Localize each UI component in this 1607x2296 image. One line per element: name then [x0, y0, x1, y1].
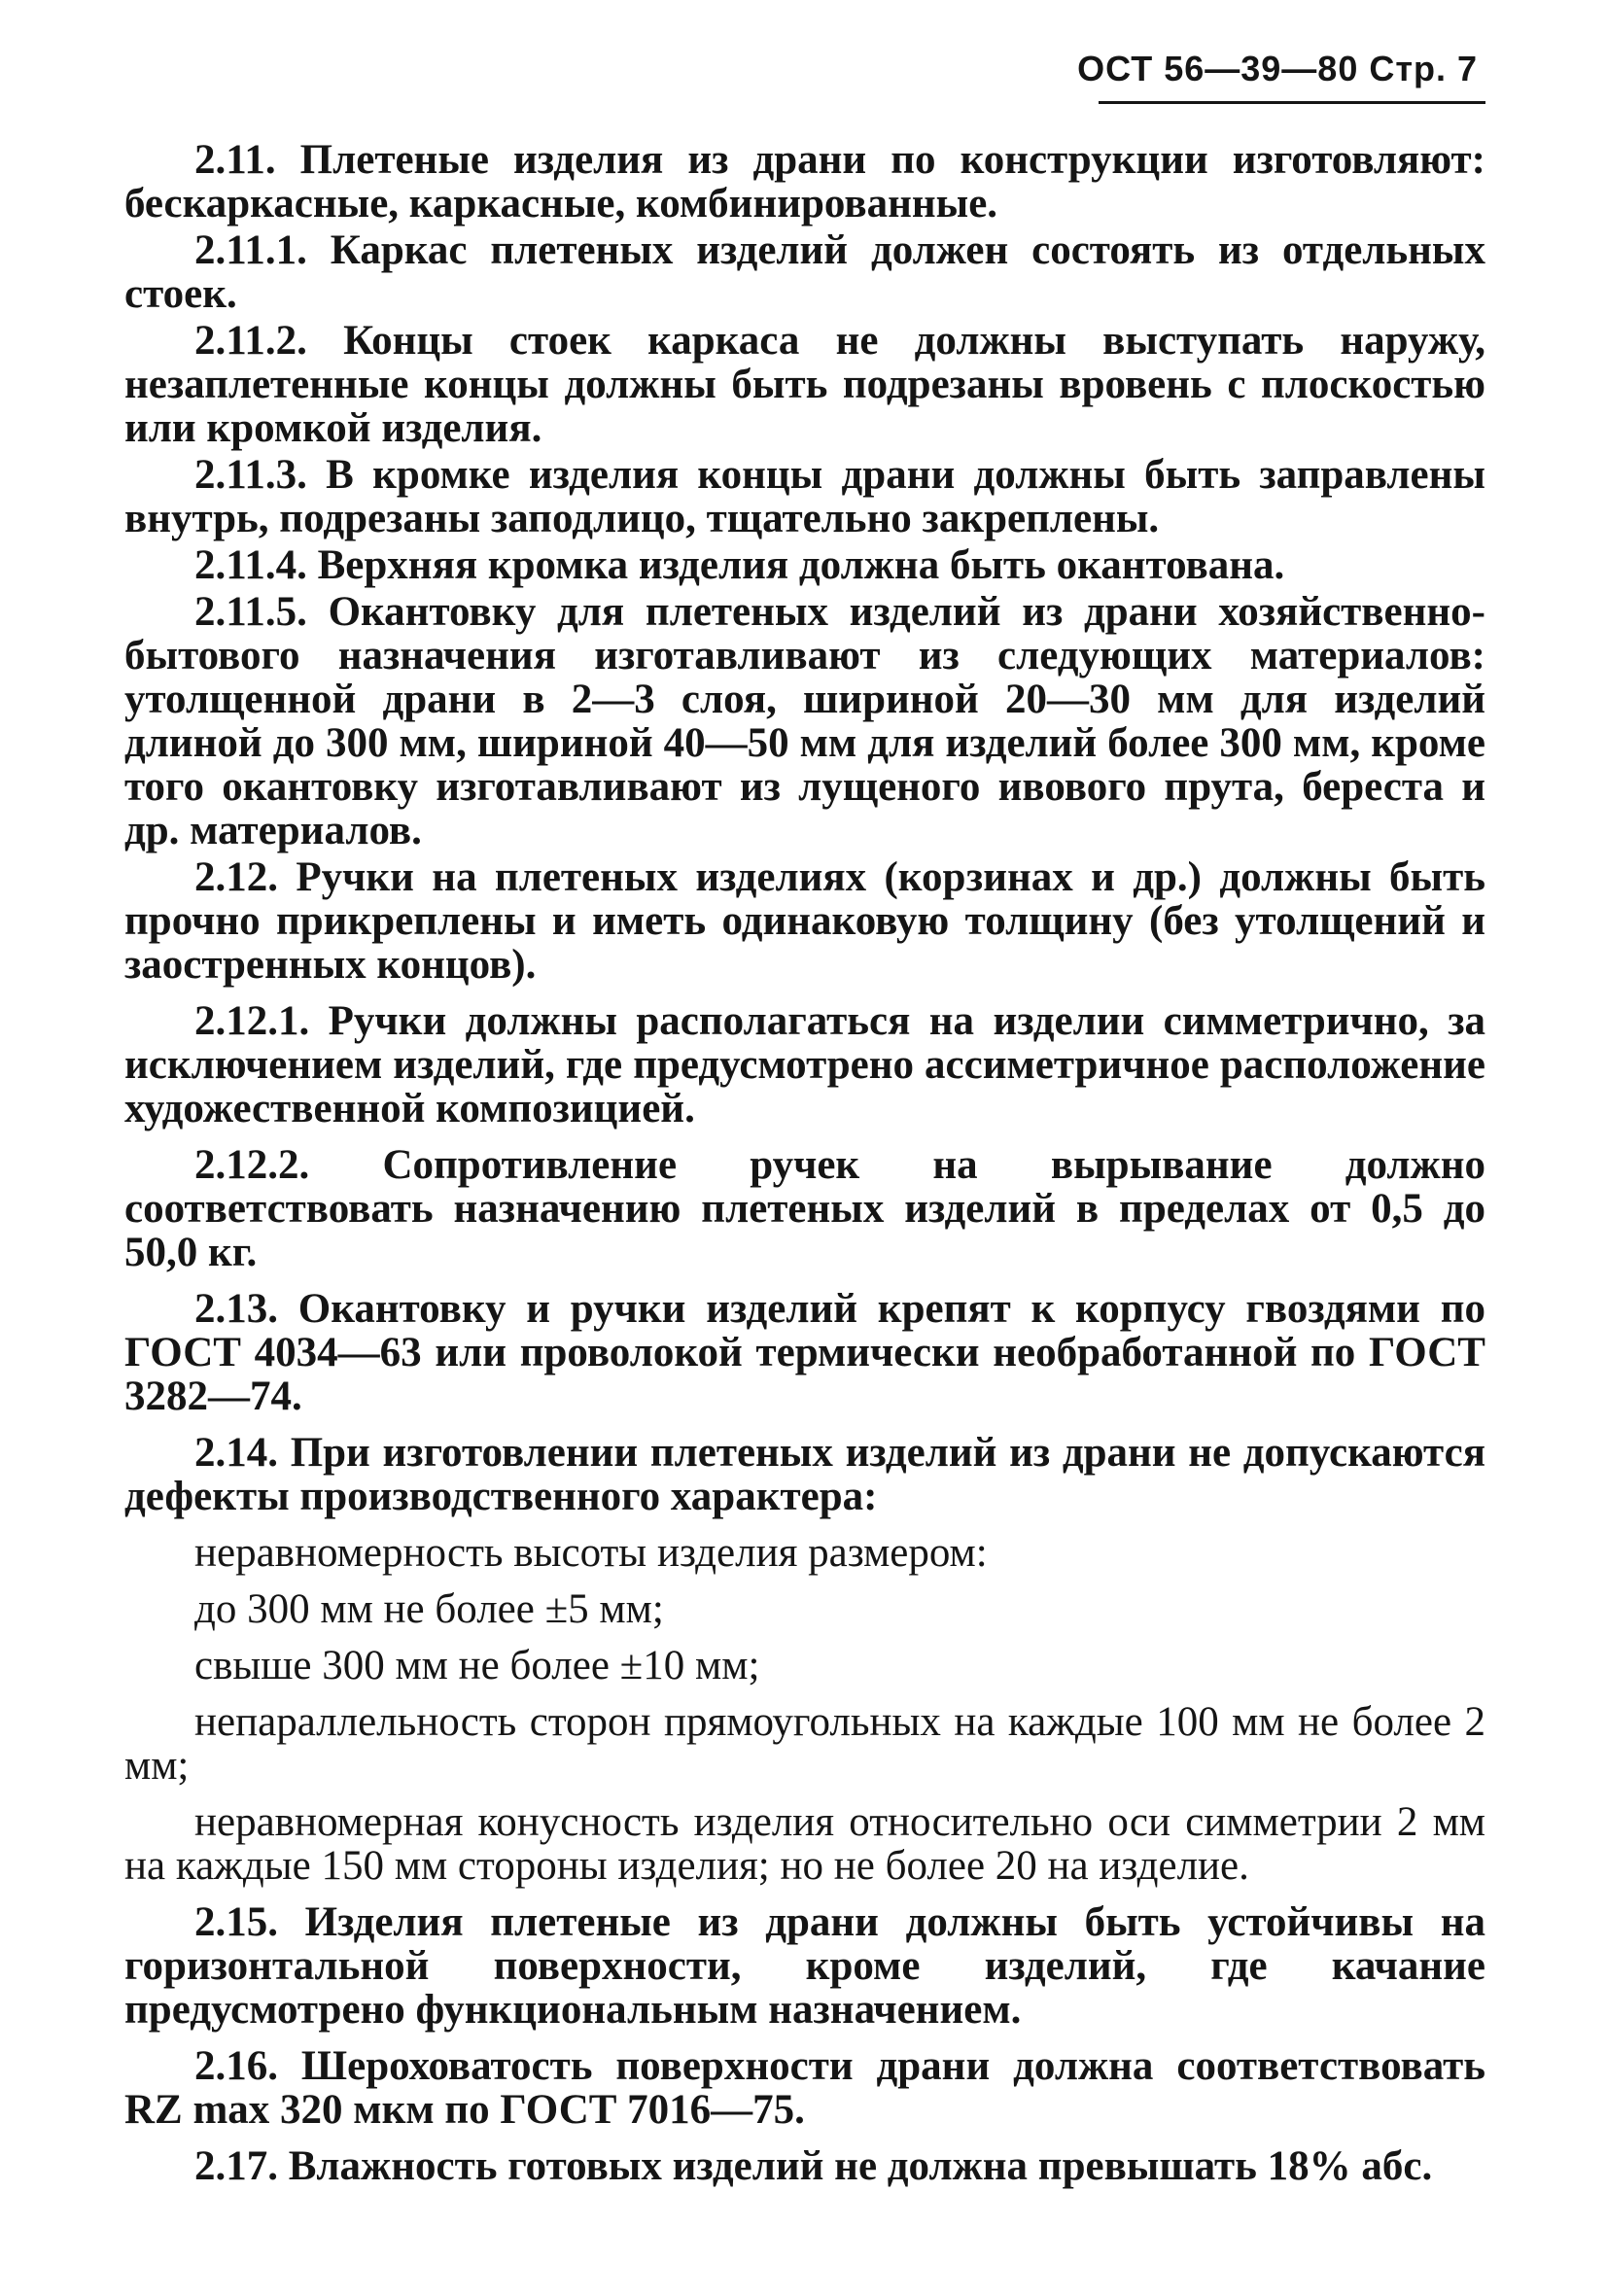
paragraph-2-11-2: 2.11.2. Концы стоек каркаса не должны выступать наружу, незаплетенные концы должны быть подрезаны вровень с плоскостью или кромкой изделия.	[124, 318, 1485, 451]
paragraph-2-11-5: 2.11.5. Окантовку для плетеных изделий из драни хозяйственно-бытового назначения изготавливают из следующих материалов: утолщенной драни в 2—3 слоя, шириной 20—30 мм для изделий длиной до 300 мм, шириной 40—50 мм для изделий более 300 мм, кроме того окантовку изготавливают из лущеного ивового прута, береста и др. материалов.	[124, 589, 1485, 853]
paragraph-2-14: 2.14. При изготовлении плетеных изделий из драни не допускаются дефекты производственного характера:	[124, 1430, 1485, 1519]
paragraph-2-16: 2.16. Шероховатость поверхности драни должна соответствовать RZ max 320 мкм по ГОСТ 7016—75.	[124, 2043, 1485, 2133]
paragraph-2-11: 2.11. Плетеные изделия из драни по конструкции изготовляют: бескаркасные, каркасные, комбинированные.	[124, 137, 1485, 226]
paragraph-2-12-2: 2.12.2. Сопротивление ручек на вырывание должно соответствовать назначению плетеных изделий в пределах от 0,5 до 50,0 кг.	[124, 1142, 1485, 1275]
standard-page-reference: ОСТ 56—39—80 Стр. 7	[1077, 49, 1478, 88]
paragraph-2-15: 2.15. Изделия плетеные из драни должны быть устойчивы на горизонтальной поверхности, кроме изделий, где качание предусмотрено функциональным назначением.	[124, 1899, 1485, 2033]
paragraph-2-17: 2.17. Влажность готовых изделий не должна превышать 18% абс.	[194, 2143, 1433, 2189]
paragraph-2-12: 2.12. Ручки на плетеных изделиях (корзинах и др.) должны быть прочно прикреплены и иметь одинаковую толщину (без утолщений и заостренных концов).	[124, 854, 1485, 988]
paragraph-2-14-c: свыше 300 мм не более ±10 мм;	[194, 1643, 760, 1688]
paragraph-2-11-3: 2.11.3. В кромке изделия концы драни должны быть заправлены внутрь, подрезаны заподлицо, тщательно закреплены.	[124, 452, 1485, 541]
paragraph-2-11-4: 2.11.4. Верхняя кромка изделия должна быть окантована.	[194, 542, 1285, 588]
page-header	[1077, 47, 1485, 104]
paragraph-2-14-b: до 300 мм не более ±5 мм;	[194, 1586, 664, 1632]
paragraph-2-12-1: 2.12.1. Ручки должны располагаться на изделии симметрично, за исключением изделий, где предусмотрено ассиметричное расположение художественной композицией.	[124, 998, 1485, 1131]
paragraph-2-14-d: непараллельность сторон прямоугольных на каждые 100 мм не более 2 мм;	[124, 1699, 1485, 1789]
paragraph-2-11-1: 2.11.1. Каркас плетеных изделий должен состоять из отдельных стоек.	[124, 227, 1485, 317]
paragraph-2-14-e: неравномерная конусность изделия относительно оси симметрии 2 мм на каждые 150 мм стороны изделия; но не более 20 на изделие.	[124, 1799, 1485, 1889]
document-body	[124, 138, 1485, 2191]
paragraph-2-14-a: неравномерность высоты изделия размером:	[194, 1530, 988, 1576]
paragraph-2-13: 2.13. Окантовку и ручки изделий крепят к корпусу гвоздями по ГОСТ 4034—63 или проволокой термически необработанной по ГОСТ 3282—74.	[124, 1286, 1485, 1419]
